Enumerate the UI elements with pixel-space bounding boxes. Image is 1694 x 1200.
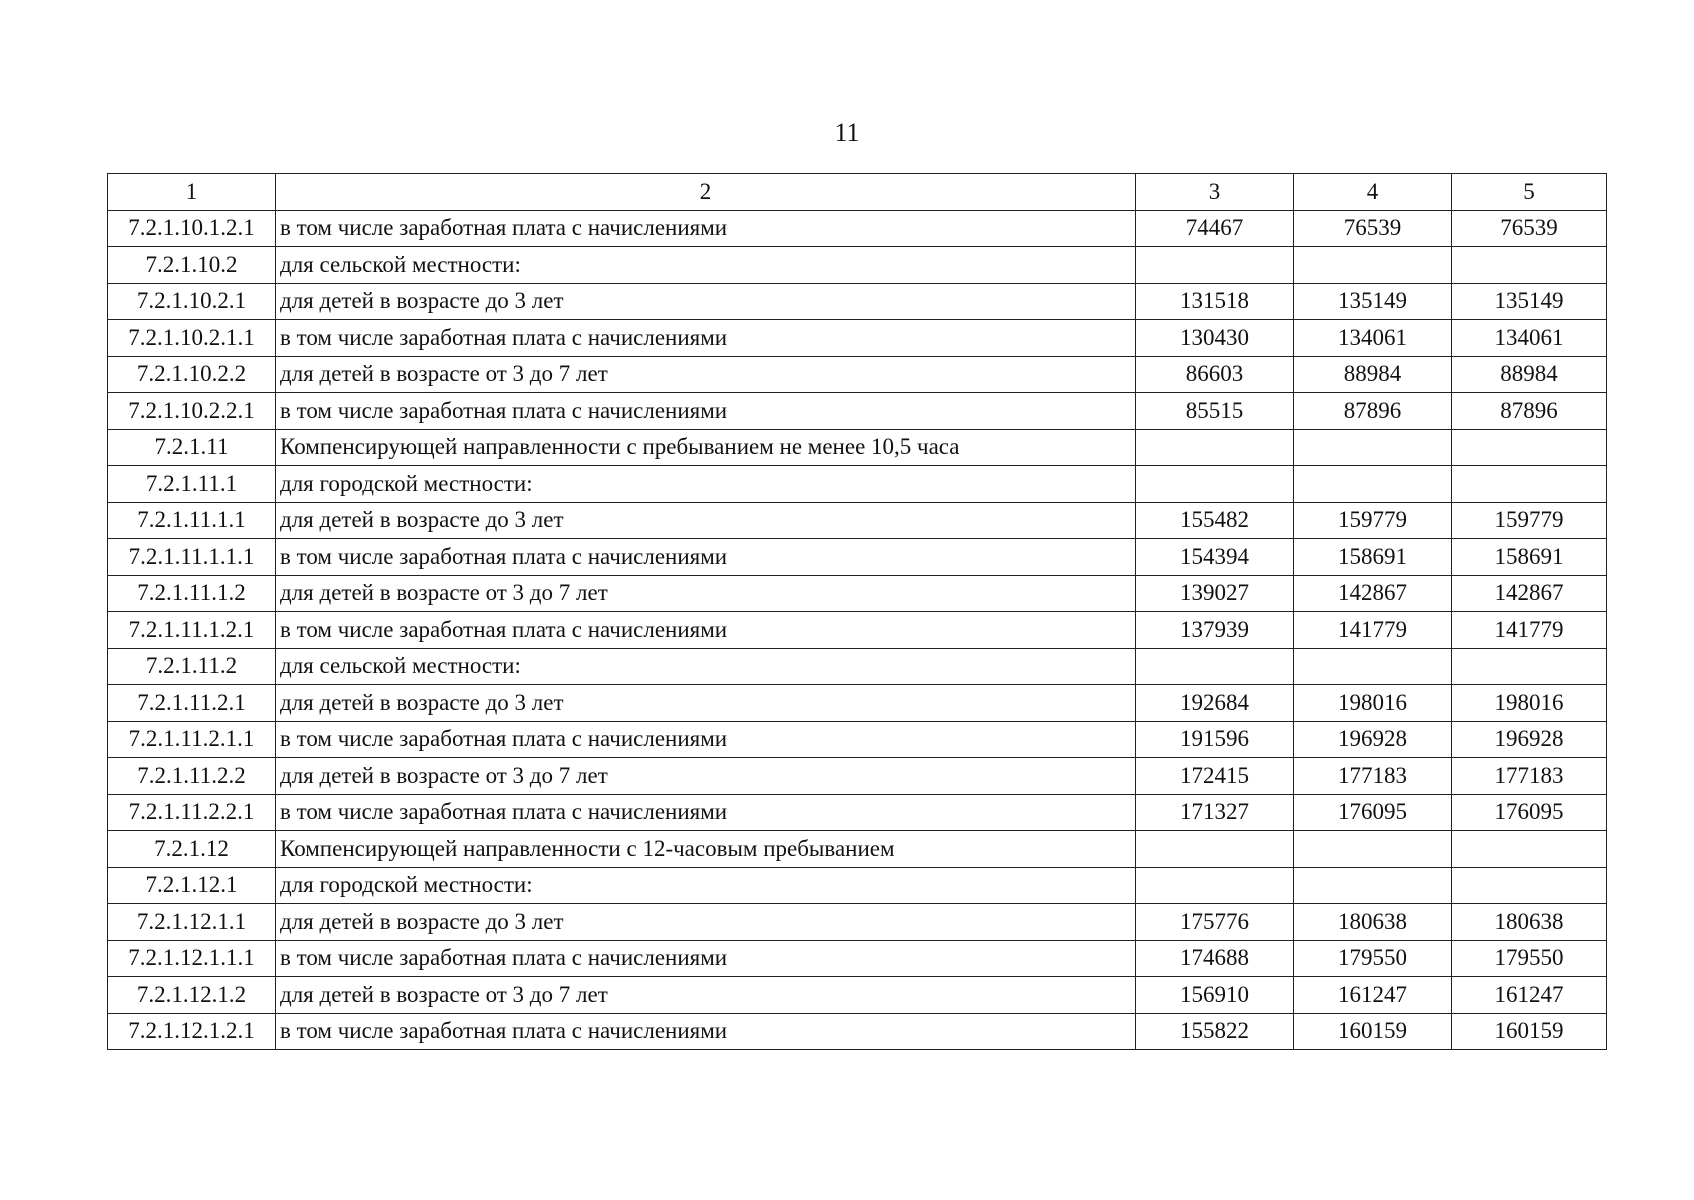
value-col-5: 134061 bbox=[1452, 320, 1607, 357]
table-header bbox=[108, 174, 1607, 211]
value-col-3: 85515 bbox=[1136, 393, 1294, 430]
value-col-5: 196928 bbox=[1452, 721, 1607, 758]
value-col-3 bbox=[1136, 247, 1294, 284]
value-col-3: 86603 bbox=[1136, 356, 1294, 393]
value-col-5: 180638 bbox=[1452, 904, 1607, 941]
data-table bbox=[107, 173, 1607, 1050]
value-col-4: 161247 bbox=[1294, 977, 1452, 1014]
row-code: 7.2.1.11.2.1 bbox=[108, 685, 276, 722]
table-row bbox=[108, 393, 1607, 430]
value-col-4: 196928 bbox=[1294, 721, 1452, 758]
value-col-4: 134061 bbox=[1294, 320, 1452, 357]
row-description: для детей в возрасте до 3 лет bbox=[276, 283, 1136, 320]
row-code: 7.2.1.11.1.1.1 bbox=[108, 539, 276, 576]
value-col-5 bbox=[1452, 247, 1607, 284]
table-row bbox=[108, 320, 1607, 357]
value-col-5: 161247 bbox=[1452, 977, 1607, 1014]
value-col-5: 142867 bbox=[1452, 575, 1607, 612]
value-col-3 bbox=[1136, 466, 1294, 503]
table-row bbox=[108, 940, 1607, 977]
column-header-5: 5 bbox=[1452, 174, 1607, 211]
row-description: в том числе заработная плата с начислениями bbox=[276, 320, 1136, 357]
value-col-5 bbox=[1452, 429, 1607, 466]
value-col-5: 158691 bbox=[1452, 539, 1607, 576]
row-description: в том числе заработная плата с начислениями bbox=[276, 612, 1136, 649]
value-col-3: 155822 bbox=[1136, 1013, 1294, 1050]
table-row bbox=[108, 283, 1607, 320]
value-col-3 bbox=[1136, 648, 1294, 685]
value-col-4: 87896 bbox=[1294, 393, 1452, 430]
row-description: Компенсирующей направленности с 12-часовым пребыванием bbox=[276, 831, 1136, 868]
table-row bbox=[108, 867, 1607, 904]
value-col-4: 198016 bbox=[1294, 685, 1452, 722]
value-col-3: 155482 bbox=[1136, 502, 1294, 539]
value-col-4 bbox=[1294, 429, 1452, 466]
value-col-5: 76539 bbox=[1452, 210, 1607, 247]
value-col-5: 177183 bbox=[1452, 758, 1607, 795]
value-col-4: 176095 bbox=[1294, 794, 1452, 831]
row-description: для сельской местности: bbox=[276, 648, 1136, 685]
value-col-5: 88984 bbox=[1452, 356, 1607, 393]
row-description: для детей в возрасте от 3 до 7 лет bbox=[276, 356, 1136, 393]
value-col-4 bbox=[1294, 466, 1452, 503]
table-row bbox=[108, 429, 1607, 466]
row-code: 7.2.1.12.1.2 bbox=[108, 977, 276, 1014]
value-col-3 bbox=[1136, 831, 1294, 868]
value-col-3 bbox=[1136, 429, 1294, 466]
row-description: для детей в возрасте до 3 лет bbox=[276, 685, 1136, 722]
row-description: в том числе заработная плата с начислениями bbox=[276, 393, 1136, 430]
table-row bbox=[108, 612, 1607, 649]
value-col-4: 159779 bbox=[1294, 502, 1452, 539]
value-col-4: 142867 bbox=[1294, 575, 1452, 612]
value-col-5 bbox=[1452, 867, 1607, 904]
row-code: 7.2.1.12.1.2.1 bbox=[108, 1013, 276, 1050]
value-col-4: 76539 bbox=[1294, 210, 1452, 247]
row-description: в том числе заработная плата с начислениями bbox=[276, 1013, 1136, 1050]
row-description: для городской местности: bbox=[276, 867, 1136, 904]
value-col-3: 174688 bbox=[1136, 940, 1294, 977]
value-col-3: 192684 bbox=[1136, 685, 1294, 722]
table-row bbox=[108, 356, 1607, 393]
row-code: 7.2.1.11.1 bbox=[108, 466, 276, 503]
value-col-5: 141779 bbox=[1452, 612, 1607, 649]
value-col-3: 156910 bbox=[1136, 977, 1294, 1014]
row-code: 7.2.1.10.2.1.1 bbox=[108, 320, 276, 357]
row-code: 7.2.1.12.1 bbox=[108, 867, 276, 904]
table-row bbox=[108, 247, 1607, 284]
table-row bbox=[108, 794, 1607, 831]
row-code: 7.2.1.10.2 bbox=[108, 247, 276, 284]
value-col-4: 180638 bbox=[1294, 904, 1452, 941]
value-col-3: 74467 bbox=[1136, 210, 1294, 247]
row-code: 7.2.1.11.2 bbox=[108, 648, 276, 685]
value-col-3: 137939 bbox=[1136, 612, 1294, 649]
table-row bbox=[108, 904, 1607, 941]
table-row bbox=[108, 977, 1607, 1014]
column-header-1: 1 bbox=[108, 174, 276, 211]
value-col-3: 171327 bbox=[1136, 794, 1294, 831]
value-col-3: 172415 bbox=[1136, 758, 1294, 795]
table-row bbox=[108, 648, 1607, 685]
value-col-5: 87896 bbox=[1452, 393, 1607, 430]
value-col-3: 191596 bbox=[1136, 721, 1294, 758]
table-row bbox=[108, 721, 1607, 758]
page-number: 11 bbox=[834, 118, 860, 147]
value-col-5 bbox=[1452, 831, 1607, 868]
row-description: Компенсирующей направленности с пребыванием не менее 10,5 часа bbox=[276, 429, 1136, 466]
row-code: 7.2.1.11.1.2 bbox=[108, 575, 276, 612]
value-col-4: 141779 bbox=[1294, 612, 1452, 649]
row-description: в том числе заработная плата с начислениями bbox=[276, 721, 1136, 758]
row-code: 7.2.1.11.2.1.1 bbox=[108, 721, 276, 758]
row-code: 7.2.1.10.2.2 bbox=[108, 356, 276, 393]
row-code: 7.2.1.12 bbox=[108, 831, 276, 868]
value-col-4 bbox=[1294, 867, 1452, 904]
row-code: 7.2.1.10.2.2.1 bbox=[108, 393, 276, 430]
value-col-5: 198016 bbox=[1452, 685, 1607, 722]
table-row bbox=[108, 758, 1607, 795]
value-col-3 bbox=[1136, 867, 1294, 904]
column-header-3: 3 bbox=[1136, 174, 1294, 211]
table-row bbox=[108, 575, 1607, 612]
header-row bbox=[108, 174, 1607, 211]
table-row bbox=[108, 1013, 1607, 1050]
row-code: 7.2.1.10.1.2.1 bbox=[108, 210, 276, 247]
row-code: 7.2.1.12.1.1.1 bbox=[108, 940, 276, 977]
value-col-5: 135149 bbox=[1452, 283, 1607, 320]
value-col-4 bbox=[1294, 648, 1452, 685]
row-description: в том числе заработная плата с начислениями bbox=[276, 794, 1136, 831]
row-code: 7.2.1.11.2.2 bbox=[108, 758, 276, 795]
row-code: 7.2.1.11.1.2.1 bbox=[108, 612, 276, 649]
value-col-4: 160159 bbox=[1294, 1013, 1452, 1050]
row-code: 7.2.1.12.1.1 bbox=[108, 904, 276, 941]
row-code: 7.2.1.10.2.1 bbox=[108, 283, 276, 320]
table-row bbox=[108, 685, 1607, 722]
value-col-3: 139027 bbox=[1136, 575, 1294, 612]
value-col-4: 179550 bbox=[1294, 940, 1452, 977]
value-col-5: 176095 bbox=[1452, 794, 1607, 831]
value-col-4: 177183 bbox=[1294, 758, 1452, 795]
value-col-5: 160159 bbox=[1452, 1013, 1607, 1050]
table-row bbox=[108, 539, 1607, 576]
value-col-5 bbox=[1452, 648, 1607, 685]
row-code: 7.2.1.11.1.1 bbox=[108, 502, 276, 539]
row-description: для детей в возрасте от 3 до 7 лет bbox=[276, 575, 1136, 612]
row-description: для городской местности: bbox=[276, 466, 1136, 503]
row-description: для детей в возрасте от 3 до 7 лет bbox=[276, 758, 1136, 795]
row-description: в том числе заработная плата с начислениями bbox=[276, 539, 1136, 576]
value-col-4 bbox=[1294, 831, 1452, 868]
row-code: 7.2.1.11 bbox=[108, 429, 276, 466]
column-header-2: 2 bbox=[276, 174, 1136, 211]
table-row bbox=[108, 831, 1607, 868]
row-description: в том числе заработная плата с начислениями bbox=[276, 210, 1136, 247]
value-col-3: 175776 bbox=[1136, 904, 1294, 941]
value-col-5: 159779 bbox=[1452, 502, 1607, 539]
value-col-4: 158691 bbox=[1294, 539, 1452, 576]
row-description: для сельской местности: bbox=[276, 247, 1136, 284]
value-col-3: 130430 bbox=[1136, 320, 1294, 357]
table-row bbox=[108, 466, 1607, 503]
row-code: 7.2.1.11.2.2.1 bbox=[108, 794, 276, 831]
row-description: для детей в возрасте до 3 лет bbox=[276, 904, 1136, 941]
row-description: для детей в возрасте от 3 до 7 лет bbox=[276, 977, 1136, 1014]
value-col-4: 88984 bbox=[1294, 356, 1452, 393]
value-col-5: 179550 bbox=[1452, 940, 1607, 977]
table-row bbox=[108, 210, 1607, 247]
value-col-3: 131518 bbox=[1136, 283, 1294, 320]
value-col-4 bbox=[1294, 247, 1452, 284]
row-description: в том числе заработная плата с начислениями bbox=[276, 940, 1136, 977]
row-description: для детей в возрасте до 3 лет bbox=[276, 502, 1136, 539]
table-row bbox=[108, 502, 1607, 539]
table-body bbox=[108, 210, 1607, 1050]
column-header-4: 4 bbox=[1294, 174, 1452, 211]
value-col-4: 135149 bbox=[1294, 283, 1452, 320]
value-col-5 bbox=[1452, 466, 1607, 503]
value-col-3: 154394 bbox=[1136, 539, 1294, 576]
